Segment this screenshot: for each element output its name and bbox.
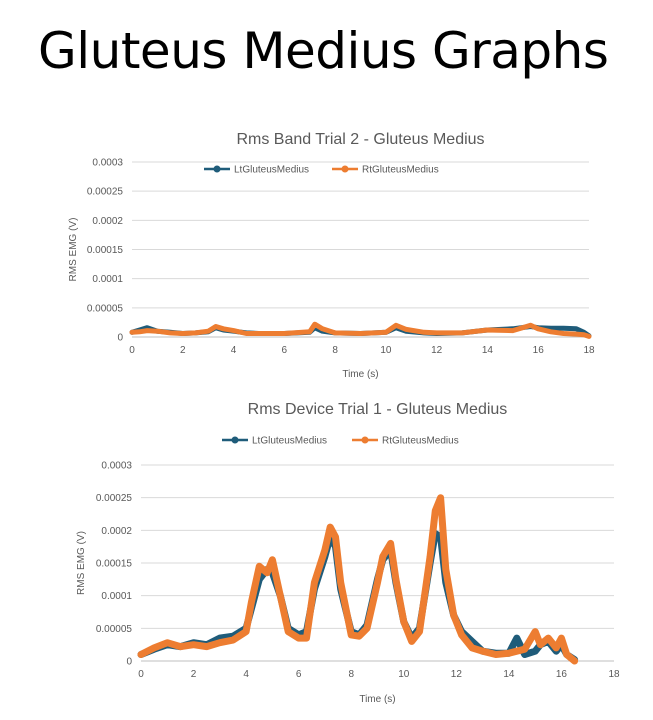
- y-tick-label: 0.00025: [95, 493, 132, 505]
- series-line-RtGluteusMedius: [141, 498, 575, 661]
- x-tick-label: 6: [295, 669, 302, 680]
- series-line-RtGluteusMedius: [132, 324, 589, 336]
- y-tick-label: 0.00015: [86, 245, 123, 256]
- x-tick-label: 2: [179, 345, 186, 356]
- x-tick-label: 8: [348, 669, 355, 680]
- x-tick-label: 6: [281, 345, 288, 356]
- legend-label: LtGluteusMedius: [252, 435, 328, 447]
- legend-marker: [362, 437, 369, 444]
- x-tick-label: 12: [450, 669, 462, 680]
- legend-label: LtGluteusMedius: [234, 164, 310, 176]
- chart-device-trial-1: [0, 390, 653, 710]
- y-tick-label: 0: [117, 332, 123, 344]
- y-tick-label: 0.0003: [92, 157, 123, 169]
- y-tick-label: 0.0001: [92, 274, 123, 286]
- y-tick-label: 0.00005: [86, 303, 123, 315]
- x-tick-label: 14: [481, 345, 494, 356]
- x-tick-label: 8: [332, 345, 338, 356]
- y-axis-label: RMS EMG (V): [68, 217, 79, 282]
- legend-marker: [342, 166, 349, 173]
- x-tick-label: 4: [230, 345, 237, 356]
- x-tick-label: 16: [555, 669, 568, 680]
- y-tick-label: 0.0002: [92, 215, 123, 227]
- x-tick-label: 14: [503, 669, 515, 680]
- x-tick-label: 18: [583, 345, 595, 356]
- y-tick-label: 0.0002: [101, 525, 132, 537]
- x-tick-label: 18: [608, 669, 620, 680]
- y-tick-label: 0: [126, 656, 132, 668]
- x-tick-label: 2: [190, 669, 197, 680]
- chart-title: Rms Device Trial 1 - Gluteus Medius: [247, 401, 508, 418]
- legend-marker: [232, 437, 239, 444]
- slide-title: Gluteus Medius Graphs: [38, 22, 609, 80]
- x-tick-label: 12: [431, 345, 443, 356]
- x-tick-label: 4: [243, 669, 249, 680]
- legend-label: RtGluteusMedius: [362, 164, 439, 176]
- x-tick-label: 10: [398, 669, 410, 680]
- y-axis-label: RMS EMG (V): [76, 531, 87, 595]
- x-tick-label: 10: [380, 345, 392, 356]
- y-tick-label: 0.00005: [95, 623, 132, 635]
- y-tick-label: 0.00025: [86, 186, 123, 198]
- x-tick-label: 16: [532, 345, 544, 356]
- series-line-LtGluteusMedius: [141, 534, 575, 660]
- y-tick-label: 0.0001: [101, 591, 132, 603]
- x-axis-label: Time (s): [359, 694, 396, 705]
- legend-label: RtGluteusMedius: [382, 435, 459, 447]
- y-tick-label: 0.0003: [101, 460, 132, 472]
- y-tick-label: 0.00015: [95, 558, 132, 570]
- chart-title: Rms Band Trial 2 - Gluteus Medius: [236, 131, 485, 148]
- legend-marker: [214, 166, 221, 173]
- chart-band-trial-2: [0, 120, 653, 390]
- x-axis-label: Time (s): [342, 369, 379, 380]
- x-tick-label: 0: [129, 345, 135, 356]
- x-tick-label: 0: [138, 669, 144, 680]
